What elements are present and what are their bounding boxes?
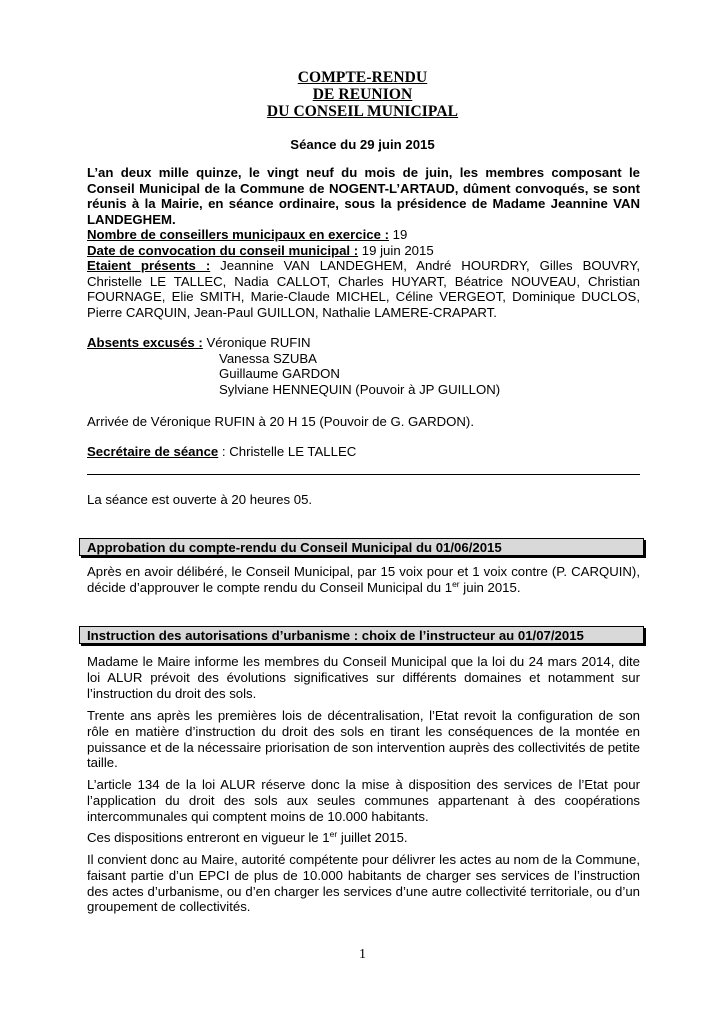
secretaire-label: Secrétaire de séance [87,444,219,459]
presents-value: Jeannine VAN LANDEGHEM, André HOURDRY, Gilles BOUVRY, Christelle LE TALLEC, Nadia CALLOT, Charles HUYART, Béatrice NOUVEAU, Christian FOURNAGE, Elie SMITH, Marie-Claude MICHEL, Céline VERGEOT, Dominique DUCLOS, Pierre CARQUIN, Jean-Paul GUILLON, Nathalie LAMERE-CRAPART. [87,258,640,320]
section2-p4-text: Ces dispositions entreront en vigueur le 1 [87,830,330,845]
date-convocation-label: Date de convocation du conseil municipal : [87,242,359,258]
presents-label: Etaient présents : [87,258,211,273]
section1-sup: er [452,578,460,589]
section2-paragraph-4 [87,830,640,846]
absents-line [87,335,640,351]
document-title-line-3: DU CONSEIL MUNICIPAL [266,103,459,120]
section2-p4-sup: er [329,829,338,839]
section-heading-urbanisme: Instruction des autorisations d’urbanisme : choix de l’instructeur au 01/07/2015 [79,626,644,644]
section-heading-approbation: Approbation du compte-rendu du Conseil Municipal du 01/06/2015 [79,538,644,556]
section2-paragraph-5: Il convient donc au Maire, autorité compétente pour délivrer les actes au nom de la Commune, faisant partie d’un EPCI de plus de 10.000 habitants de charger ses services de l’instruction des actes d’urbanisme, ou d’en charger les services d’une autre collectivité territoriale, ou d’un groupement de collectivités. [87,852,640,915]
date-convocation-line [87,243,640,259]
intro-paragraph: L’an deux mille quinze, le vingt neuf du mois de juin, les membres composant le Conseil Municipal de la Commune de NOGENT-L’ARTAUD, dûment convoqués, se sont réunis à la Mairie, en séance ordinaire, sous la présidence de Madame Jeannine VAN LANDEGHEM. [87,165,640,227]
document-title-line-2: DE REUNION [312,86,413,103]
absent-name: Sylviane HENNEQUIN (Pouvoir à JP GUILLON) [219,381,501,397]
absents-label: Absents excusés : [87,335,203,350]
nb-conseillers-label: Nombre de conseillers municipaux en exercice : [87,227,389,242]
section2-paragraph-3: L’article 134 de la loi ALUR réserve donc la mise à disposition des services de l’Etat pour l’application du droit des sols aux seules communes appartenant à des coopérations intercommunales qui comptent moins de 10.000 habitants. [87,777,640,824]
seance-date: Séance du 29 juin 2015 [290,137,435,152]
section1-text: Après en avoir délibéré, le Conseil Municipal, par 15 voix pour et 1 voix contre (P. CARQUIN), décide d’approuver le compte rendu du Conseil Municipal du 1 [87,564,640,595]
absent-name: Guillaume GARDON [219,366,340,381]
presents-line [87,258,640,320]
section2-p4-text-end: juillet 2015. [337,830,408,845]
secretaire-line [87,444,640,460]
page-number: 1 [359,947,366,962]
ouverture-note: La séance est ouverte à 20 heures 05. [87,492,313,507]
section1-paragraph [87,564,640,595]
date-convocation-value: 19 juin 2015 [358,242,434,258]
nb-conseillers-line [87,227,640,243]
intro-block [87,165,640,320]
horizontal-divider [87,474,640,475]
absent-name: Véronique RUFIN [202,335,311,350]
section2-paragraph-1: Madame le Maire informe les membres du Conseil Municipal que la loi du 24 mars 2014, dite loi ALUR prévoit des évolutions significatives sur différents domaines et notamment sur l’instruction du droit des sols. [87,654,640,701]
secretaire-value: : Christelle LE TALLEC [218,444,357,459]
section2-paragraph-2: Trente ans après les premières lois de décentralisation, l’Etat revoit la configuration de son rôle en matière d’instruction du droit des sols en tirant les conséquences de la montée en puissance et de la nécessaire priorisation de son intervention auprès des collectivités de petite taille. [87,708,640,771]
absents-block [87,335,640,397]
section1-text-end: juin 2015. [459,579,521,595]
document-title-line-1: COMPTE-RENDU [297,69,428,86]
nb-conseillers-value: 19 [388,227,408,242]
arrivee-note: Arrivée de Véronique RUFIN à 20 H 15 (Pouvoir de G. GARDON). [87,414,474,429]
absent-name: Vanessa SZUBA [219,350,317,366]
